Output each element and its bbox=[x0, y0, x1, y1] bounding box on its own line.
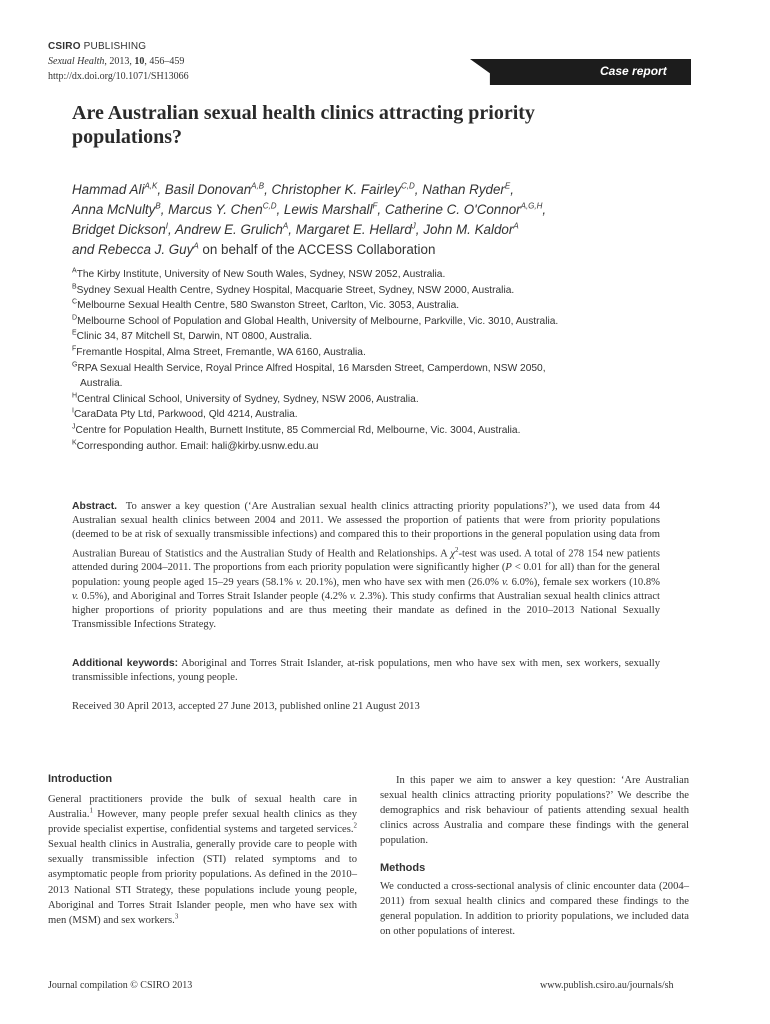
affiliation-text: Melbourne School of Population and Global Health, University of Melbourne, Parkville, Vic. 3010, Australia. bbox=[77, 315, 559, 327]
intro-sentence: Sexual health clinics in Australia, generally provide care to people with sexually transmissible infection (STI) related symptoms and to asymptomatic people from priority populations. As defined in the 2010–2013 National STI Strategy, these populations include young people, Aboriginal and Torres Strait Islander people, men who have sex with men (MSM) and sex workers. bbox=[48, 839, 357, 926]
chi-symbol: χ bbox=[450, 548, 455, 560]
author-separator: , bbox=[542, 202, 547, 217]
affiliation-mark: K bbox=[72, 439, 77, 447]
keywords-text: Aboriginal and Torres Strait Islander, at-risk populations, men who have sex with men, sex workers, sexually transmissible infections, young people. bbox=[72, 658, 660, 684]
affiliation-text: RPA Sexual Health Service, Royal Prince Alfred Hospital, 16 Marsden Street, Camperdown, NSW 2050, bbox=[77, 362, 546, 374]
affiliation-mark: G bbox=[72, 361, 78, 369]
author-separator: , bbox=[264, 182, 272, 197]
abstract-text: 6.0%), female sex workers (10.8% bbox=[508, 576, 660, 588]
abstract-text: 2.3%). This study confirms that Australian sexual health clinics attract higher proportions of priority populations and are thus meeting their mandate as defined in the 2010–2013 National Sexually Transmissible Infections Strategy. bbox=[72, 590, 660, 631]
author-affiliation-mark: F bbox=[372, 201, 378, 211]
author-affiliation-mark: C,D bbox=[262, 201, 277, 211]
p-value-symbol: P bbox=[505, 562, 512, 574]
affiliation-item bbox=[72, 407, 672, 423]
author-line bbox=[72, 180, 672, 200]
versus: v. bbox=[502, 576, 509, 588]
abstract-label: Abstract. bbox=[72, 501, 118, 512]
article-type-label: Case report bbox=[600, 64, 667, 78]
affiliation-text: Australia. bbox=[80, 378, 123, 390]
author-separator: , bbox=[510, 182, 514, 197]
author-line bbox=[72, 220, 672, 240]
abstract bbox=[72, 500, 660, 632]
affiliation-item bbox=[72, 376, 672, 392]
affiliation-item bbox=[72, 345, 672, 361]
affiliation-item bbox=[72, 439, 672, 455]
author-affiliation-mark: B bbox=[155, 201, 161, 211]
author-affiliation-mark: A,K bbox=[144, 181, 158, 191]
journal-name: Sexual Health bbox=[48, 56, 105, 67]
citation-ref[interactable]: 1 bbox=[89, 806, 93, 815]
affiliation-text: Central Clinical School, University of Sydney, Sydney, NSW 2006, Australia. bbox=[77, 393, 419, 405]
affiliation-item bbox=[72, 361, 672, 377]
author-name[interactable]: and Rebecca J. Guy bbox=[72, 242, 194, 257]
introduction-heading: Introduction bbox=[48, 773, 113, 785]
author-affiliation-mark: A bbox=[513, 221, 519, 231]
abstract-text: 20.1%), men who have sex with men (26.0% bbox=[302, 576, 503, 588]
affiliation-text: CaraData Pty Ltd, Parkwood, Qld 4214, Australia. bbox=[73, 409, 298, 421]
affiliation-list bbox=[72, 267, 672, 454]
affiliation-text: Fremantle Hospital, Alma Street, Fremantle, WA 6160, Australia. bbox=[76, 346, 366, 358]
author-affiliation-mark: C,D bbox=[401, 181, 415, 191]
journal-sep: , 2013, bbox=[104, 56, 135, 67]
author-affiliation-mark: A bbox=[282, 221, 289, 231]
journal-pages: , 456–459 bbox=[144, 56, 185, 67]
affiliation-text: Clinic 34, 87 Mitchell St, Darwin, NT 0800, Australia. bbox=[76, 331, 313, 343]
author-name[interactable]: Christopher K. Fairley bbox=[271, 182, 402, 197]
author-name[interactable]: Lewis Marshall bbox=[283, 202, 373, 217]
doi-link[interactable]: http://dx.doi.org/10.1071/SH13066 bbox=[48, 71, 189, 82]
affiliation-mark: E bbox=[72, 329, 77, 337]
abstract-text: 0.5%), and Aboriginal and Torres Strait Islander people (4.2% bbox=[78, 590, 350, 602]
author-separator: , bbox=[160, 202, 169, 217]
author-affiliation-mark: A bbox=[193, 241, 199, 251]
author-separator: , bbox=[377, 202, 385, 217]
author-name[interactable]: Anna McNulty bbox=[72, 202, 156, 217]
affiliation-mark: A bbox=[72, 267, 77, 275]
versus: v. bbox=[349, 590, 357, 602]
author-name[interactable]: Andrew E. Grulich bbox=[174, 222, 283, 237]
citation-ref[interactable]: 3 bbox=[174, 912, 179, 921]
methods-heading: Methods bbox=[380, 862, 426, 874]
affiliation-mark: H bbox=[72, 392, 78, 400]
affiliation-mark: F bbox=[72, 345, 77, 353]
affiliation-text: Centre for Population Health, Burnett Institute, 85 Commercial Rd, Melbourne, Vic. 3004, Australia. bbox=[75, 424, 521, 436]
author-name[interactable]: Hammad Ali bbox=[72, 182, 145, 197]
publisher-suffix: PUBLISHING bbox=[80, 41, 147, 52]
affiliation-item bbox=[72, 329, 672, 345]
author-separator: , bbox=[415, 222, 424, 237]
author-name[interactable]: Nathan Ryder bbox=[422, 182, 505, 197]
affiliation-text: The Kirby Institute, University of New South Wales, Sydney, NSW 2052, Australia. bbox=[76, 269, 446, 280]
chi-exponent: 2 bbox=[454, 545, 459, 554]
author-line bbox=[72, 200, 672, 220]
affiliation-item bbox=[72, 298, 672, 314]
affiliation-text: Melbourne Sexual Health Centre, 580 Swanston Street, Carlton, Vic. 3053, Australia. bbox=[77, 300, 460, 312]
aim-paragraph: In this paper we aim to answer a key question: ‘Are Australian sexual health clinics attracting priority populations?’ We describe the demographics and risk behaviour of patients attending sexual health clinics across Australia and compare these findings with the general population. bbox=[380, 775, 689, 847]
versus: v. bbox=[72, 590, 79, 602]
author-affiliation-mark: I bbox=[165, 221, 169, 231]
journal-citation bbox=[48, 56, 184, 67]
intro-sentence: General practitioners provide the bulk of sexual health care in Australia. bbox=[48, 794, 357, 821]
author-line bbox=[72, 240, 672, 260]
paper-title: Are Australian sexual health clinics attracting priority populations? bbox=[72, 102, 535, 148]
author-list bbox=[72, 180, 672, 260]
abstract-text: < 0.01 for all) than for the general population: young people aged 15–29 years (58.1% bbox=[72, 562, 660, 588]
author-separator: , bbox=[288, 222, 296, 237]
methods-text: We conducted a cross-sectional analysis of clinic encounter data (2004–2011) from sexual health clinics and compared these findings to the general population. In addition to priority populations, we included data on other populations of interest. bbox=[380, 881, 689, 938]
keywords bbox=[72, 657, 660, 685]
footer-journal-url[interactable]: www.publish.csiro.au/journals/sh bbox=[540, 980, 674, 991]
author-affiliation-mark: J bbox=[411, 221, 416, 231]
abstract-text: To answer a key question (‘Are Australian sexual health clinics attracting priority populations?’), we used data from 44 Australian sexual health clinics between 2004 and 2011. We assessed the proportion of patients that were from priority populations (deemed to be at risk of sexually transmissible infections) and compared this to their proportions in the general population using data from Australian Bureau of Statistics and the Australian Study of Health and Relationships. A bbox=[72, 501, 660, 560]
author-name[interactable]: Marcus Y. Chen bbox=[168, 202, 263, 217]
citation-ref[interactable]: 2 bbox=[353, 821, 357, 830]
footer-copyright: Journal compilation © CSIRO 2013 bbox=[48, 980, 193, 991]
affiliation-item bbox=[72, 283, 672, 299]
affiliation-mark: I bbox=[72, 407, 74, 415]
affiliation-item bbox=[72, 392, 672, 408]
author-name[interactable]: John M. Kaldor bbox=[423, 222, 514, 237]
author-separator: , bbox=[276, 202, 284, 217]
affiliation-mark: D bbox=[72, 314, 78, 322]
author-separator: , bbox=[157, 182, 165, 197]
author-name[interactable]: Bridget Dickson bbox=[72, 222, 166, 237]
affiliation-mark: B bbox=[72, 283, 77, 291]
affiliation-item bbox=[72, 423, 672, 439]
intro-sentence: However, many people prefer sexual health clinics as they provide specialist expertise, confidential systems and targeted services. bbox=[48, 809, 357, 836]
affiliation-mark: J bbox=[72, 423, 76, 431]
journal-volume: 10 bbox=[134, 56, 145, 67]
keywords-label: Additional keywords: bbox=[72, 658, 179, 669]
introduction-text bbox=[48, 792, 357, 928]
author-name[interactable]: Catherine C. O'Connor bbox=[384, 202, 521, 217]
affiliation-mark: C bbox=[72, 298, 78, 306]
author-separator: , bbox=[168, 222, 175, 237]
versus: v. bbox=[295, 576, 303, 588]
affiliation-text: Sydney Sexual Health Centre, Sydney Hospital, Macquarie Street, Sydney, NSW 2000, Australia. bbox=[76, 284, 515, 296]
received-dates: Received 30 April 2013, accepted 27 June 2013, published online 21 August 2013 bbox=[72, 701, 420, 712]
abstract-text: -test was used. A total of 278 154 new patients attended during 2004–2011. The proportions from each priority population were significantly higher ( bbox=[72, 548, 660, 574]
publisher-name bbox=[48, 41, 146, 52]
affiliation-item bbox=[72, 314, 672, 330]
author-affiliation-mark: A,B bbox=[251, 181, 265, 191]
author-name[interactable]: Margaret E. Hellard bbox=[295, 222, 412, 237]
publisher-brand: CSIRO bbox=[48, 41, 81, 52]
collaboration-name: on behalf of the ACCESS Collaboration bbox=[198, 242, 436, 257]
author-separator: , bbox=[414, 182, 423, 197]
author-name[interactable]: Basil Donovan bbox=[164, 182, 252, 197]
affiliation-text: Corresponding author. Email: hali@kirby.usnw.edu.au bbox=[76, 440, 319, 452]
author-affiliation-mark: E bbox=[504, 181, 511, 191]
affiliation-item bbox=[72, 267, 672, 283]
author-affiliation-mark: A,G,H bbox=[520, 201, 543, 211]
